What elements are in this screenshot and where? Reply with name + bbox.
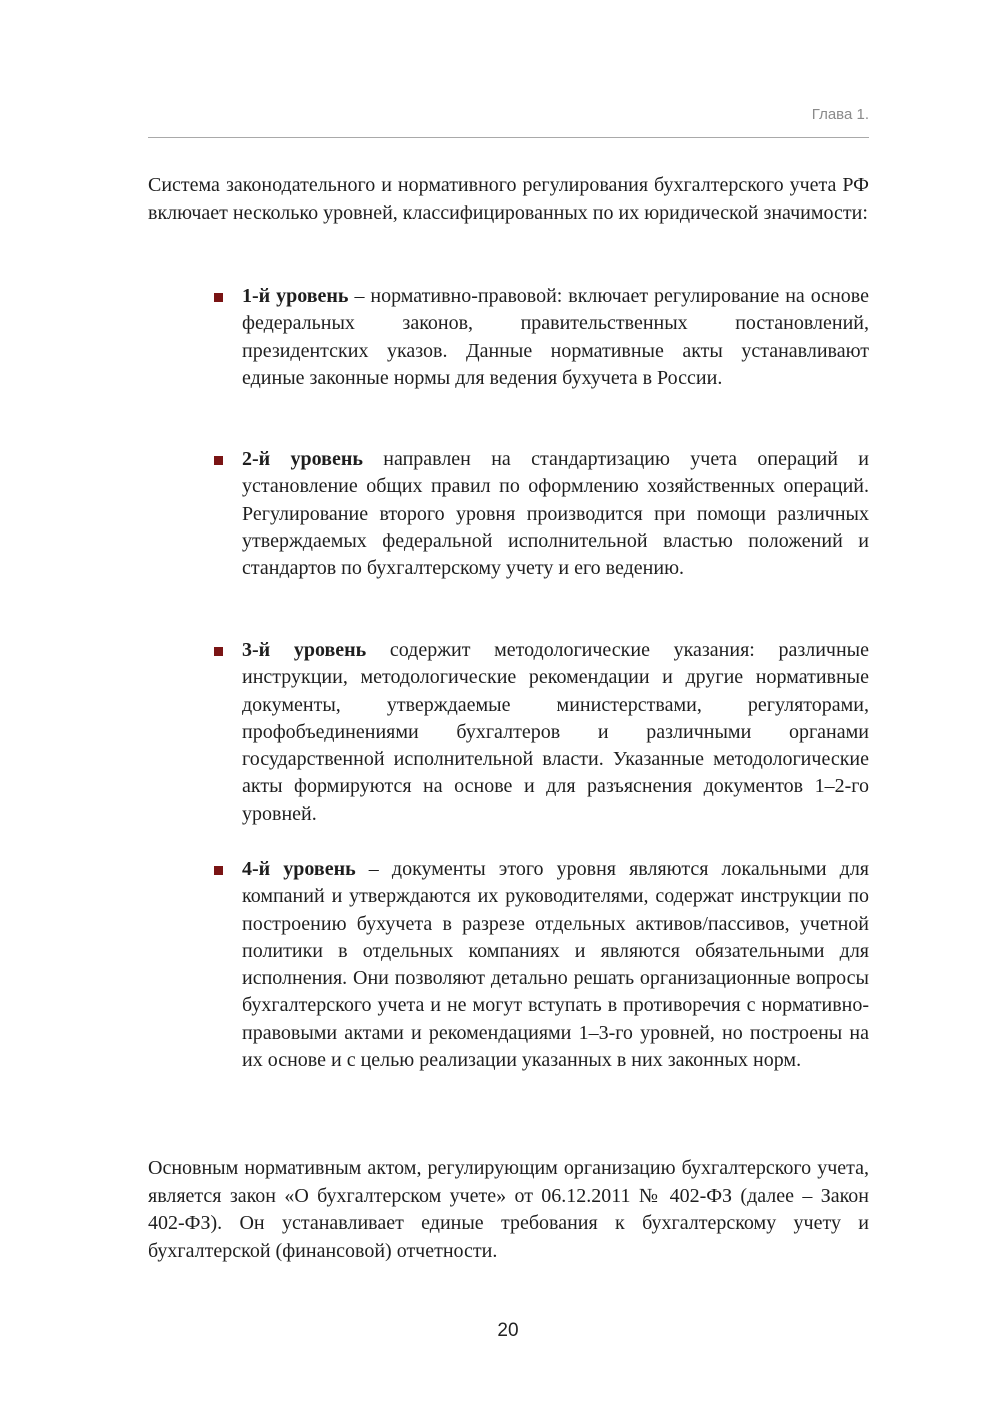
level-text: – документы этого уровня являются локальными для компаний и утверждаются их руководителями, содержат инструкции по построению бухучета в разрезе отдельных активов/пассивов, учетной политики в отдельных компаниях и являются обязательными для исполнения. Они позволяют детально решать организационные вопросы бухгалтерского учета и не могут вступать в противоречия с нормативно-правовыми актами и рекомендациями 1–3-го уровней, но построены на их основе и с целью реализации указанных в них законных норм. (242, 858, 869, 1072)
level-text: направлен на стандартизацию учета операций и установление общих правил по оформлению хозяйственных операций. Регулирование второго уровня производится при помощи различных утверждаемых федеральной исполнительной властью положений и стандартов по бухгалтерскому учету и его ведению. (242, 448, 869, 580)
square-bullet-icon (214, 647, 223, 656)
level-title: 3-й уровень (242, 639, 367, 661)
square-bullet-icon (214, 293, 223, 302)
intro-paragraph: Система законодательного и нормативного регулирования бухгалтерского учета РФ включает несколько уровней, классифицированных по их юридической значимости: (148, 174, 869, 224)
header-divider (148, 137, 869, 138)
square-bullet-icon (214, 866, 223, 875)
level-title: 1-й уровень (242, 285, 349, 307)
square-bullet-icon (214, 456, 223, 465)
level-title: 4-й уровень (242, 858, 356, 880)
level-title: 2-й уровень (242, 448, 363, 470)
page-number: 20 (497, 1320, 519, 1341)
list-item-level-2 (242, 446, 869, 582)
chapter-header: Глава 1. (811, 106, 869, 123)
closing-paragraph: Основным нормативным актом, регулирующим организацию бухгалтерского учета, является закон «О бухгалтерском учете» от 06.12.2011 № 402-ФЗ (далее – Закон 402-ФЗ). Он устанавливает единые требования к бухгалтерскому учету и бухгалтерской (финансовой) отчетности. (148, 1157, 869, 1262)
list-item-level-4 (242, 856, 869, 1074)
level-text: содержит методологические указания: различные инструкции, методологические рекомендации и другие нормативные документы, утверждаемые министерствами, регуляторами, профобъединениями бухгалтеров и различными органами государственной исполнительной власти. Указанные методологические акты формируются на основе и для разъяснения документов 1–2-го уровней. (242, 639, 869, 825)
list-item-level-1 (242, 283, 869, 392)
list-item-level-3 (242, 637, 869, 828)
level-text: – нормативно-правовой: включает регулирование на основе федеральных законов, правительственных постановлений, президентских указов. Данные нормативные акты устанавливают единые законные нормы для ведения бухучета в России. (242, 285, 869, 389)
